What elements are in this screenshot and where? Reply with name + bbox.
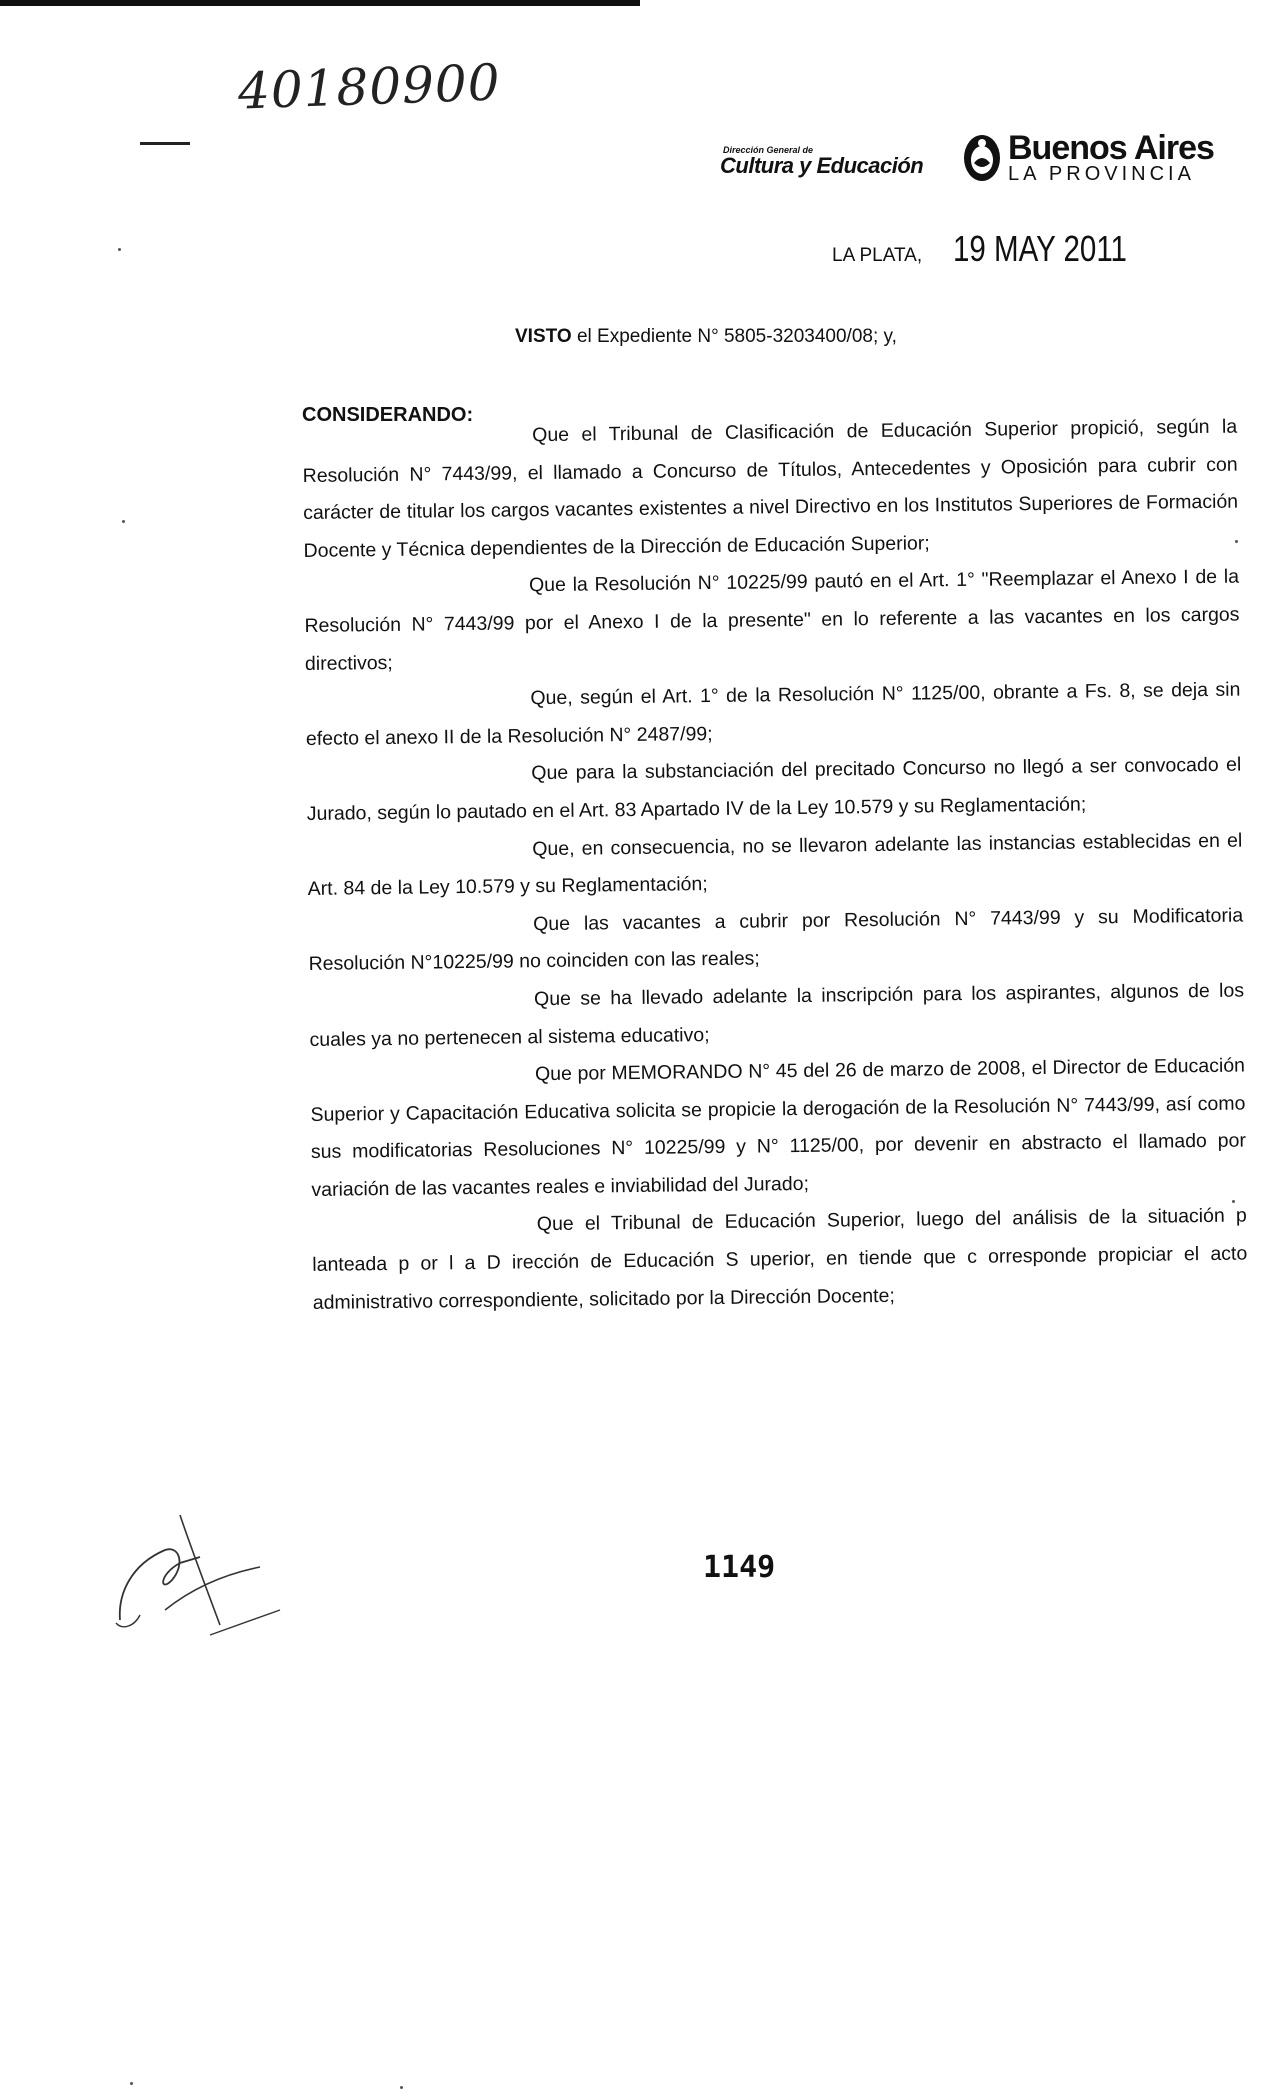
- visto-label: VISTO: [515, 326, 572, 347]
- visto-line: [515, 326, 897, 348]
- scan-speck: [118, 248, 121, 251]
- paragraph: Que para la substanciación del precitado Concurso no llegó a ser convocado el Jurado, según lo pautado en el Art. 83 Apartado IV de la Ley 10.579 y su Reglamentación;: [306, 753, 1242, 825]
- visto-text: el Expediente N° 5805-3203400/08; y,: [576, 326, 897, 347]
- signature-scribble: [110, 1505, 290, 1645]
- header-organization: [720, 145, 923, 179]
- resolution-number: 1149: [703, 1550, 776, 1585]
- province-name: Buenos Aires: [1008, 129, 1214, 167]
- place-date-line: [832, 228, 1165, 270]
- place: LA PLATA,: [832, 245, 923, 266]
- org-subtitle: Dirección General de: [723, 145, 814, 155]
- handwritten-file-number: 40180900: [237, 53, 502, 121]
- paragraph: Que se ha llevado adelante la inscripción para los aspirantes, algunos de los cuales ya no pertenecen al sistema educativo;: [309, 979, 1245, 1051]
- province-seal-icon: [962, 133, 1002, 183]
- considerando-body: [302, 409, 1248, 1323]
- paragraph: Que el Tribunal de Educación Superior, luego del análisis de la situación p lanteada p or l a D irección de Educación S uperior, en tiende que c orresponde propiciar el acto administrativo correspondiente, solicitado por la Dirección Docente;: [312, 1204, 1248, 1314]
- margin-mark: [140, 142, 190, 145]
- paragraph: Que el Tribunal de Clasificación de Educación Superior propició, según la Resolución N° 7443/99, el llamado a Concurso de Títulos, Antecedentes y Oposición para cubrir con carácter de titular los cargos vacantes existentes a nivel Directivo en los Institutos Superiores de Formación Docente y Técnica dependientes de la Dirección de Educación Superior;: [302, 415, 1239, 562]
- province-subtitle: LA PROVINCIA: [1008, 163, 1195, 185]
- scan-speck: [130, 2082, 133, 2085]
- org-title: Cultura y Educación: [720, 153, 924, 178]
- paragraph: Que por MEMORANDO N° 45 del 26 de marzo de 2008, el Director de Educación Superior y Capacitación Educativa solicita se propicie la derogación de la Resolución N° 7443/99, así como sus modificatorias Resoluciones N° 10225/99 y N° 1125/00, por devenir en abstracto el llamado por variación de las vacantes reales e inviabilidad del Jurado;: [310, 1054, 1247, 1201]
- considerando-heading: CONSIDERANDO:: [302, 404, 474, 426]
- scan-speck: [400, 2086, 403, 2089]
- province-logo: [1008, 129, 1214, 185]
- scan-top-edge: [0, 0, 640, 6]
- paragraph: Que, según el Art. 1° de la Resolución N° 1125/00, obrante a Fs. 8, se deja sin efecto el anexo II de la Resolución N° 2487/99;: [305, 678, 1241, 750]
- scan-speck: [122, 520, 125, 523]
- paragraph: Que las vacantes a cubrir por Resolución N° 7443/99 y su Modificatoria Resolución N°10225/99 no coinciden con las reales;: [308, 904, 1244, 976]
- paragraph: Que, en consecuencia, no se llevaron adelante las instancias establecidas en el Art. 84 de la Ley 10.579 y su Reglamentación;: [307, 829, 1243, 901]
- paragraph: Que la Resolución N° 10225/99 pautó en el Art. 1° "Reemplazar el Anexo I de la Resolución N° 7443/99 por el Anexo I de la presente" en lo referente a las vacantes en los cargos directivos;: [304, 565, 1240, 675]
- date-stamp: 19 MAY 2011: [952, 228, 1127, 269]
